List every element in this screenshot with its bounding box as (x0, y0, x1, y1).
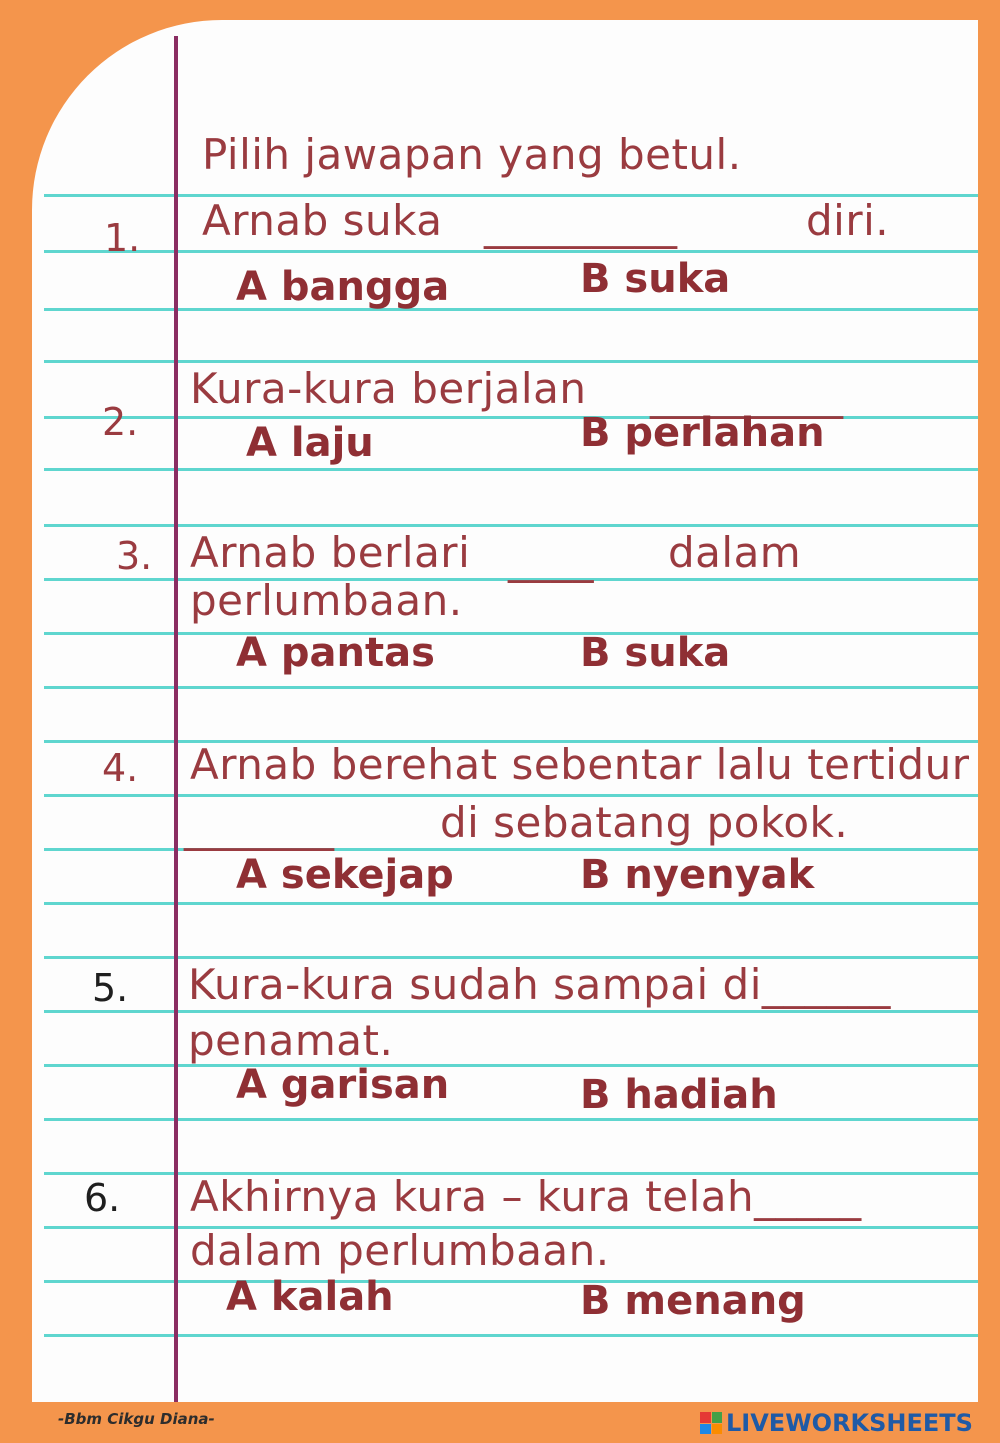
liveworksheets-icon (700, 1412, 722, 1434)
question-3-option-b[interactable]: B suka (580, 630, 731, 676)
question-1-option-a[interactable]: A bangga (236, 264, 450, 310)
rule-line (44, 1010, 978, 1013)
question-4-text: Arnab berehat sebentar lalu tertidur (190, 740, 970, 789)
question-2-option-a[interactable]: A laju (246, 420, 374, 466)
rule-line (44, 308, 978, 311)
question-6-number: 6. (84, 1176, 121, 1220)
question-6-option-b[interactable]: B menang (580, 1278, 806, 1324)
question-4-blank: _______ (184, 802, 335, 851)
question-2-blank: _________ (650, 370, 844, 419)
question-4-option-a[interactable]: A sekejap (236, 852, 454, 898)
question-4-text-end: di sebatang pokok. (440, 798, 849, 847)
question-1-text-end: diri. (806, 196, 890, 245)
brand-logo[interactable] (700, 1408, 973, 1438)
rule-line (44, 794, 978, 797)
worksheet-paper (32, 20, 978, 1402)
question-2-option-b[interactable]: B perlahan (580, 410, 825, 456)
brand-name: LIVEWORKSHEETS (726, 1409, 973, 1437)
question-5-text: Kura-kura sudah sampai di______ (188, 960, 891, 1009)
question-3-text-line2: perlumbaan. (190, 576, 463, 625)
margin-line (174, 36, 178, 1402)
question-1-blank: _________ (484, 200, 678, 249)
question-3-option-a[interactable]: A pantas (236, 630, 435, 676)
question-5-number: 5. (92, 966, 129, 1010)
rule-line (44, 1334, 978, 1337)
rule-line (44, 1280, 978, 1283)
question-5-text-line2: penamat. (188, 1016, 394, 1065)
rule-line (44, 956, 978, 959)
question-2-number: 2. (102, 400, 139, 444)
rule-line (44, 1064, 978, 1067)
question-6-text-line2: dalam perlumbaan. (190, 1226, 610, 1275)
rule-line (44, 250, 978, 253)
author-credit: -Bbm Cikgu Diana- (58, 1410, 215, 1428)
rule-line (44, 686, 978, 689)
question-5-option-a[interactable]: A garisan (236, 1062, 450, 1108)
question-6-option-a[interactable]: A kalah (226, 1274, 394, 1320)
question-3-text-end: dalam (668, 528, 802, 577)
question-4-option-b[interactable]: B nyenyak (580, 852, 815, 898)
rule-line (44, 468, 978, 471)
question-3-number: 3. (116, 534, 153, 578)
question-1-number: 1. (104, 216, 141, 260)
question-3-blank: ____ (508, 534, 594, 583)
question-4-number: 4. (102, 746, 139, 790)
question-3-text: Arnab berlari (190, 528, 471, 577)
rule-line (44, 524, 978, 527)
rule-line (44, 632, 978, 635)
question-1-text: Arnab suka (202, 196, 443, 245)
question-2-text: Kura-kura berjalan (190, 364, 587, 413)
rule-line (44, 1118, 978, 1121)
instruction-text: Pilih jawapan yang betul. (202, 130, 742, 179)
question-6-text: Akhirnya kura – kura telah_____ (190, 1172, 862, 1221)
question-5-option-b[interactable]: B hadiah (580, 1072, 778, 1118)
rule-line (44, 360, 978, 363)
rule-line (44, 902, 978, 905)
question-1-option-b[interactable]: B suka (580, 256, 731, 302)
